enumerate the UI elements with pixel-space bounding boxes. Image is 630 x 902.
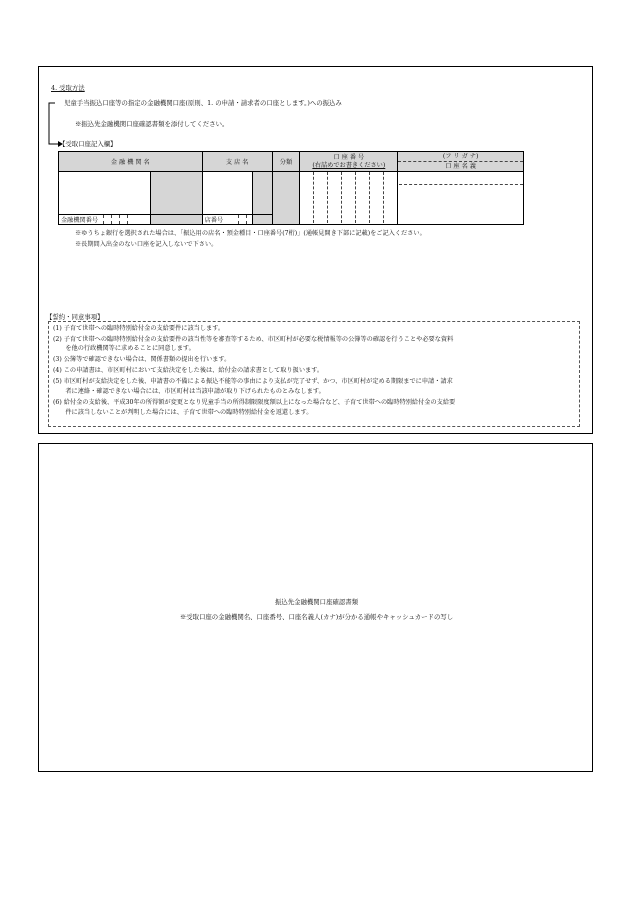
payment-method-line: 児童手当振込口座等の指定の金融機関口座(原則、1. の申請・請求者の口座とします。)への振込み bbox=[64, 99, 342, 107]
bank-name-field[interactable] bbox=[59, 172, 151, 215]
account-number-note: (右詰めでお書きください) bbox=[312, 161, 386, 169]
category-field[interactable] bbox=[272, 172, 300, 225]
holder-name-label: 口 座 名 義 bbox=[445, 163, 476, 170]
branch-name-header: 支 店 名 bbox=[202, 152, 272, 172]
attachment-instruction-text: ※振込先金融機関口座確認書類を添付してください。 bbox=[75, 120, 229, 128]
digit-divider bbox=[327, 172, 328, 223]
bank-code-divider bbox=[127, 215, 128, 224]
bank-code-spacer bbox=[150, 215, 202, 225]
branch-code-spacer bbox=[252, 215, 272, 225]
inactive-account-note: ※長期間入出金のない口座を記入しないで下さい。 bbox=[75, 241, 218, 248]
pledge-item: (5) 市区町村が支給決定をした後、申請書の不備による振込不能等の事由により支払が完了せず、かつ、市区町村が定める期限までに申請・請求 bbox=[53, 378, 453, 385]
branch-code-cell[interactable] bbox=[202, 215, 252, 225]
pledge-item: (1) 子育て世帯への臨時特別給付金の支給要件に該当します。 bbox=[53, 325, 225, 332]
category-header: 分類 bbox=[272, 152, 300, 172]
furigana-label: (フ リ ガ ナ) bbox=[398, 152, 523, 162]
attachment-title: 振込先金融機関口座確認書類 bbox=[274, 598, 359, 606]
pledge-item: (6) 給付金の支給後、平成30年の所得額が変更となり児童手当の所得制限限度額以上になった場合など、子育て世帯への臨時特別給付金の支給要 bbox=[53, 399, 456, 406]
pledge-item: (3) 公簿等で確認できない場合は、関係書類の提出を行います。 bbox=[53, 356, 231, 363]
branch-code-label: 店番号 bbox=[204, 217, 224, 224]
pledge-item: 件に該当しないことが判明した場合には、子育て世帯への臨時特別給付金を返還します。 bbox=[53, 409, 313, 416]
pledge-item: (4) この申請書は、市区町村において支給決定をした後は、給付金の請求書として取り扱います。 bbox=[53, 367, 324, 374]
branch-code-divider bbox=[246, 215, 247, 224]
pledge-item: 者に連絡・確認できない場合には、市区町村は当該申請が取り下げられたものとみなします。 bbox=[53, 388, 325, 395]
bank-code-cell[interactable] bbox=[59, 215, 151, 225]
bank-code-divider bbox=[119, 215, 120, 224]
bank-name-header: 金 融 機 関 名 bbox=[59, 152, 203, 172]
pledge-item: (2) 子育て世帯への臨時特別給付金の支給要件の該当性等を審査等するため、市区町村が必要な税情報等の公簿等の確認を行うことや必要な資料 bbox=[53, 336, 454, 343]
digit-divider bbox=[313, 172, 314, 223]
attachment-description: ※受取口座の金融機関名、口座番号、口座名義人(カナ)が分かる通帳やキャッシュカードの写し bbox=[179, 613, 454, 621]
bank-code-divider bbox=[103, 215, 104, 224]
account-heading: 【受取口座記入欄】 bbox=[59, 140, 117, 148]
attachment-instruction bbox=[75, 120, 228, 128]
digit-divider bbox=[341, 172, 342, 223]
account-number-label: 口 座 番 号 bbox=[333, 153, 365, 161]
pledge-box bbox=[48, 321, 580, 427]
holder-header bbox=[398, 152, 524, 172]
digit-divider bbox=[383, 172, 384, 223]
bank-code-divider bbox=[111, 215, 112, 224]
branch-code-divider bbox=[238, 215, 239, 224]
furigana-divider bbox=[399, 184, 523, 185]
bank-type-field[interactable] bbox=[150, 172, 202, 215]
yucho-note: ※ゆうちょ銀行を選択された場合は、「振込用の店名・預金種目・口座番号(7桁)」(通帳見開き下部に記載)をご記入ください。 bbox=[75, 230, 426, 237]
receipt-method-section bbox=[38, 66, 593, 434]
account-entry-table bbox=[58, 151, 524, 225]
holder-name-field[interactable] bbox=[398, 172, 524, 225]
branch-type-field[interactable] bbox=[252, 172, 272, 215]
digit-divider bbox=[355, 172, 356, 223]
digit-divider bbox=[369, 172, 370, 223]
account-number-header bbox=[300, 152, 398, 172]
attachment-area[interactable] bbox=[38, 443, 593, 772]
bank-code-label: 金融機関番号 bbox=[61, 217, 99, 224]
pledge-heading: 【誓約・同意事項】 bbox=[46, 313, 104, 321]
pledge-item: を他の行政機関等に求めることに同意します。 bbox=[53, 345, 195, 352]
section-title: 4. 受取方法 bbox=[51, 84, 85, 92]
branch-name-field[interactable] bbox=[202, 172, 252, 215]
